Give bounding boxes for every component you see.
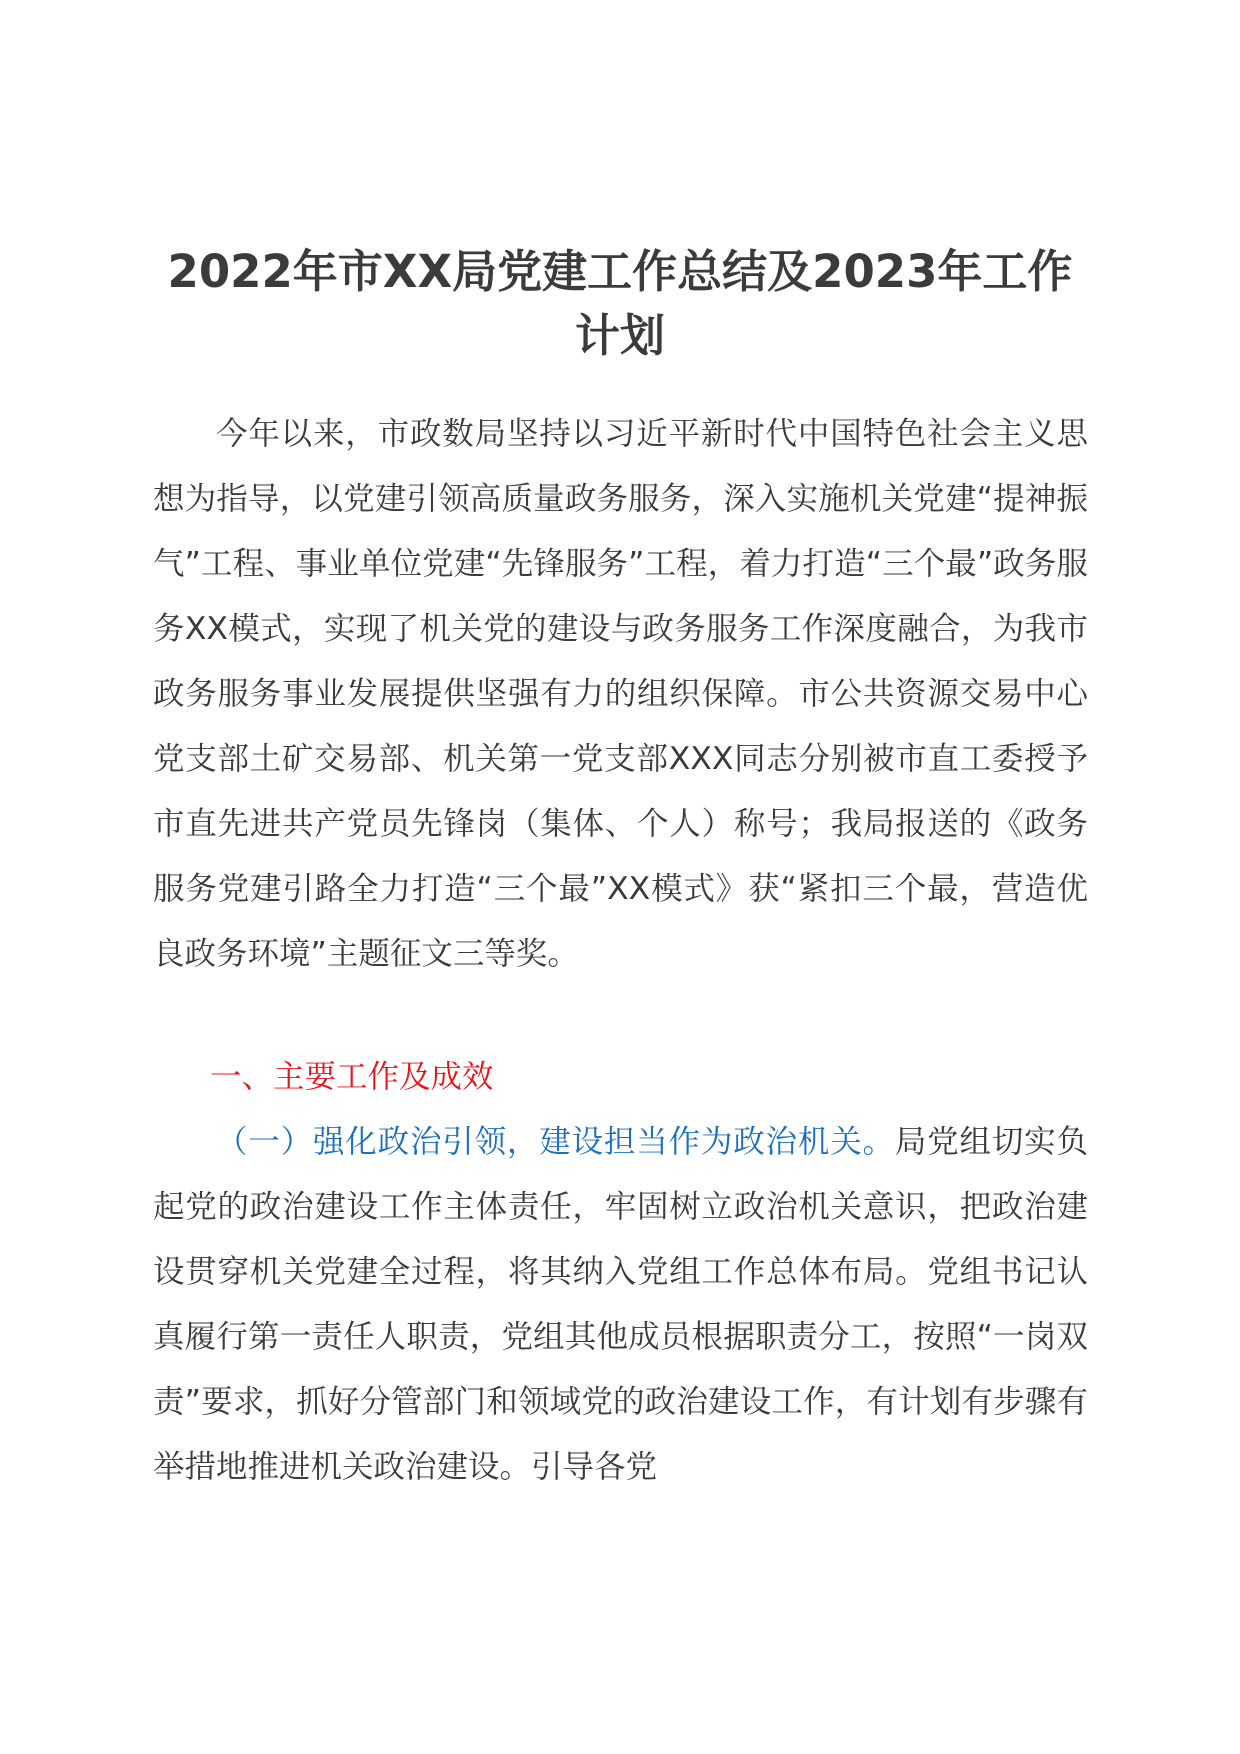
intro-paragraph: 今年以来，市政数局坚持以习近平新时代中国特色社会主义思想为指导，以党建引领高质量政务服务，深入实施机关党建“提神振气”工程、事业单位党建“先锋服务”工程，着力打造“三个最”政务服务XX模式，实现了机关党的建设与政务服务工作深度融合，为我市政务服务事业发展提供坚强有力的组织保障。市公共资源交易中心党支部土矿交易部、机关第一党支部XXX同志分别被市直工委授予市直先进共产党员先锋岗（集体、个人）称号；我局报送的《政务服务党建引路全力打造“三个最”XX模式》获“紧扣三个最，营造优良政务环境”主题征文三等奖。 xyxy=(153,416,1088,972)
document-title: 2022年市XX局党建工作总结及2023年工作计划 xyxy=(167,245,1073,362)
subsection-heading-political-leadership: （一）强化政治引领，建设担当作为政治机关。 xyxy=(216,1124,895,1160)
section-heading-main-work: 一、主要工作及成效 xyxy=(210,1059,494,1095)
subsection-body-text: 局党组切实负起党的政治建设工作主体责任，牢固树立政治机关意识，把政治建设贯穿机关党建全过程，将其纳入党组工作总体布局。党组书记认真履行第一责任人职责，党组其他成员根据职责分工，按照“一岗双责”要求，抓好分管部门和领域党的政治建设工作，有计划有步骤有举措地推进机关政治建设。引导各党 xyxy=(153,1124,1088,1485)
subsection-paragraph-political-leadership xyxy=(153,1110,1088,1500)
